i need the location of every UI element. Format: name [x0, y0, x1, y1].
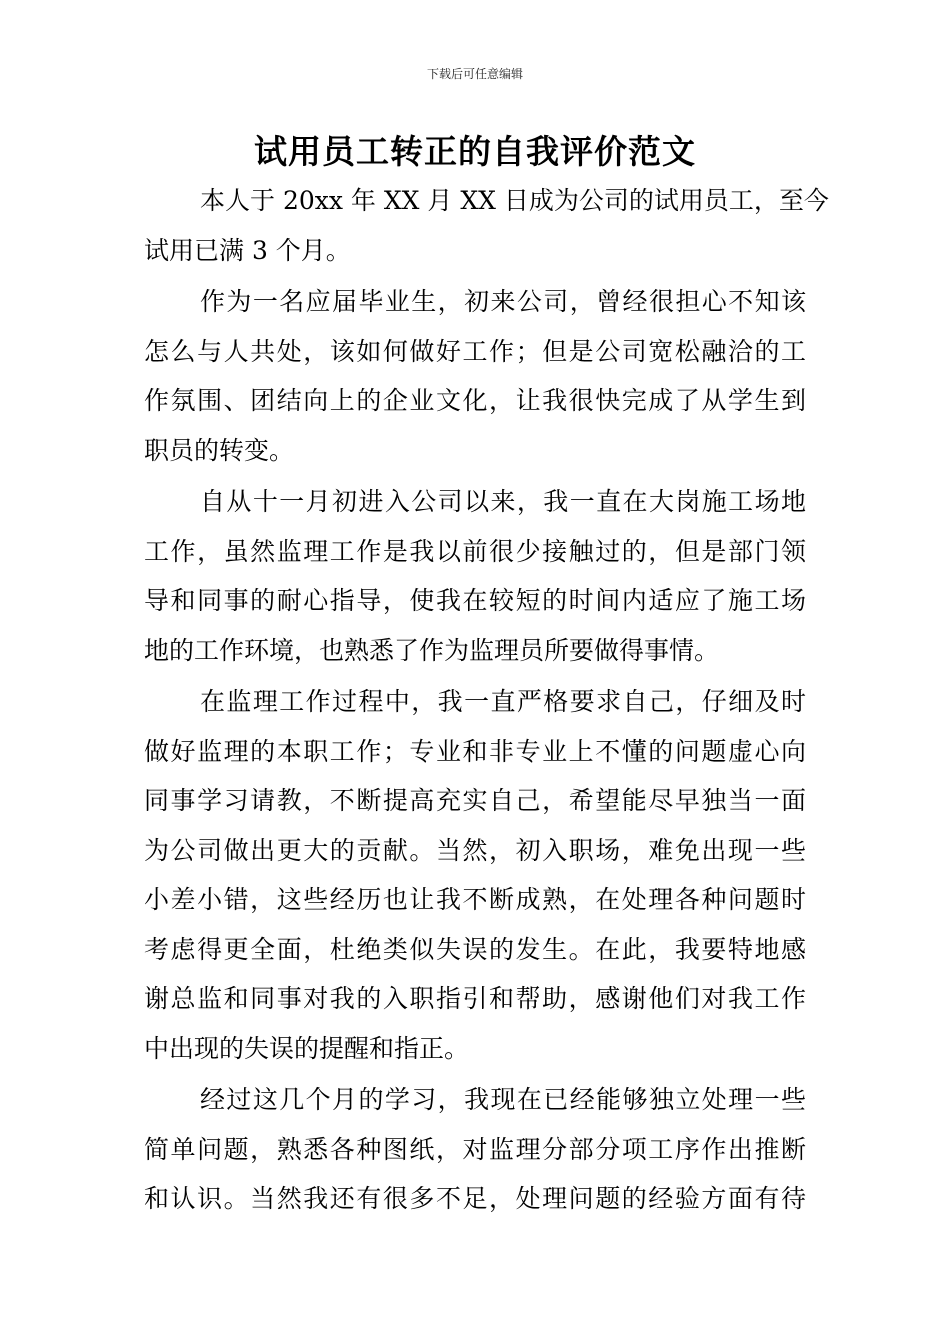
paragraph-line: 职员的转变。: [144, 435, 295, 465]
paragraph-2: [144, 277, 806, 475]
paragraph-line: 为公司做出更大的贡献。当然，初入职场，难免出现一些: [144, 835, 806, 865]
paragraph-1: [144, 176, 829, 275]
paragraph-line: 经过这几个月的学习，我现在已经能够独立处理一些: [200, 1085, 806, 1114]
paragraph-line: 中出现的失误的提醒和指正。: [144, 1033, 470, 1063]
paragraph-line: 小差小错，这些经历也让我不断成熟，在处理各种问题时: [144, 885, 806, 914]
paragraph-line: 导和同事的耐心指导，使我在较短的时间内适应了施工场: [144, 586, 806, 615]
document-title: 试用员工转正的自我评价范文: [254, 132, 696, 171]
document-body: [144, 176, 829, 1226]
paragraph-line: 简单问题，熟悉各种图纸，对监理分部分项工序作出推断: [144, 1134, 806, 1164]
paragraph-line: 谢总监和同事对我的入职指引和帮助，感谢他们对我工作: [144, 984, 806, 1013]
paragraph-line: 怎么与人共处，该如何做好工作；但是公司宽松融洽的工: [144, 336, 806, 366]
paragraph-line: 在监理工作过程中，我一直严格要求自己，仔细及时: [200, 687, 806, 716]
paragraph-3: [144, 477, 806, 675]
paragraph-line: 作氛围、团结向上的企业文化，让我很快完成了从学生到: [144, 386, 806, 415]
header-note: 下载后可任意编辑: [426, 67, 523, 81]
paragraph-line: 本人于 20xx 年 XX 月 XX 日成为公司的试用员工，至今: [200, 186, 829, 215]
paragraph-line: 同事学习请教，不断提高充实自己，希望能尽早独当一面: [144, 786, 806, 815]
paragraph-line: 做好监理的本职工作；专业和非专业上不懂的问题虚心向: [144, 736, 806, 766]
paragraph-line: 自从十一月初进入公司以来，我一直在大岗施工场地: [200, 487, 806, 516]
paragraph-line: 试用已满 3 个月。: [144, 235, 351, 265]
paragraph-line: 和认识。当然我还有很多不足，处理问题的经验方面有待: [144, 1184, 806, 1213]
paragraph-line: 工作，虽然监理工作是我以前很少接触过的，但是部门领: [144, 536, 806, 566]
paragraph-line: 地的工作环境，也熟悉了作为监理员所要做得事情。: [144, 635, 720, 665]
paragraph-4: [144, 677, 806, 1073]
paragraph-5: [144, 1075, 806, 1224]
paragraph-line: 考虑得更全面，杜绝类似失误的发生。在此，我要特地感: [144, 934, 806, 964]
paragraph-line: 作为一名应届毕业生，初来公司，曾经很担心不知该: [200, 287, 806, 316]
